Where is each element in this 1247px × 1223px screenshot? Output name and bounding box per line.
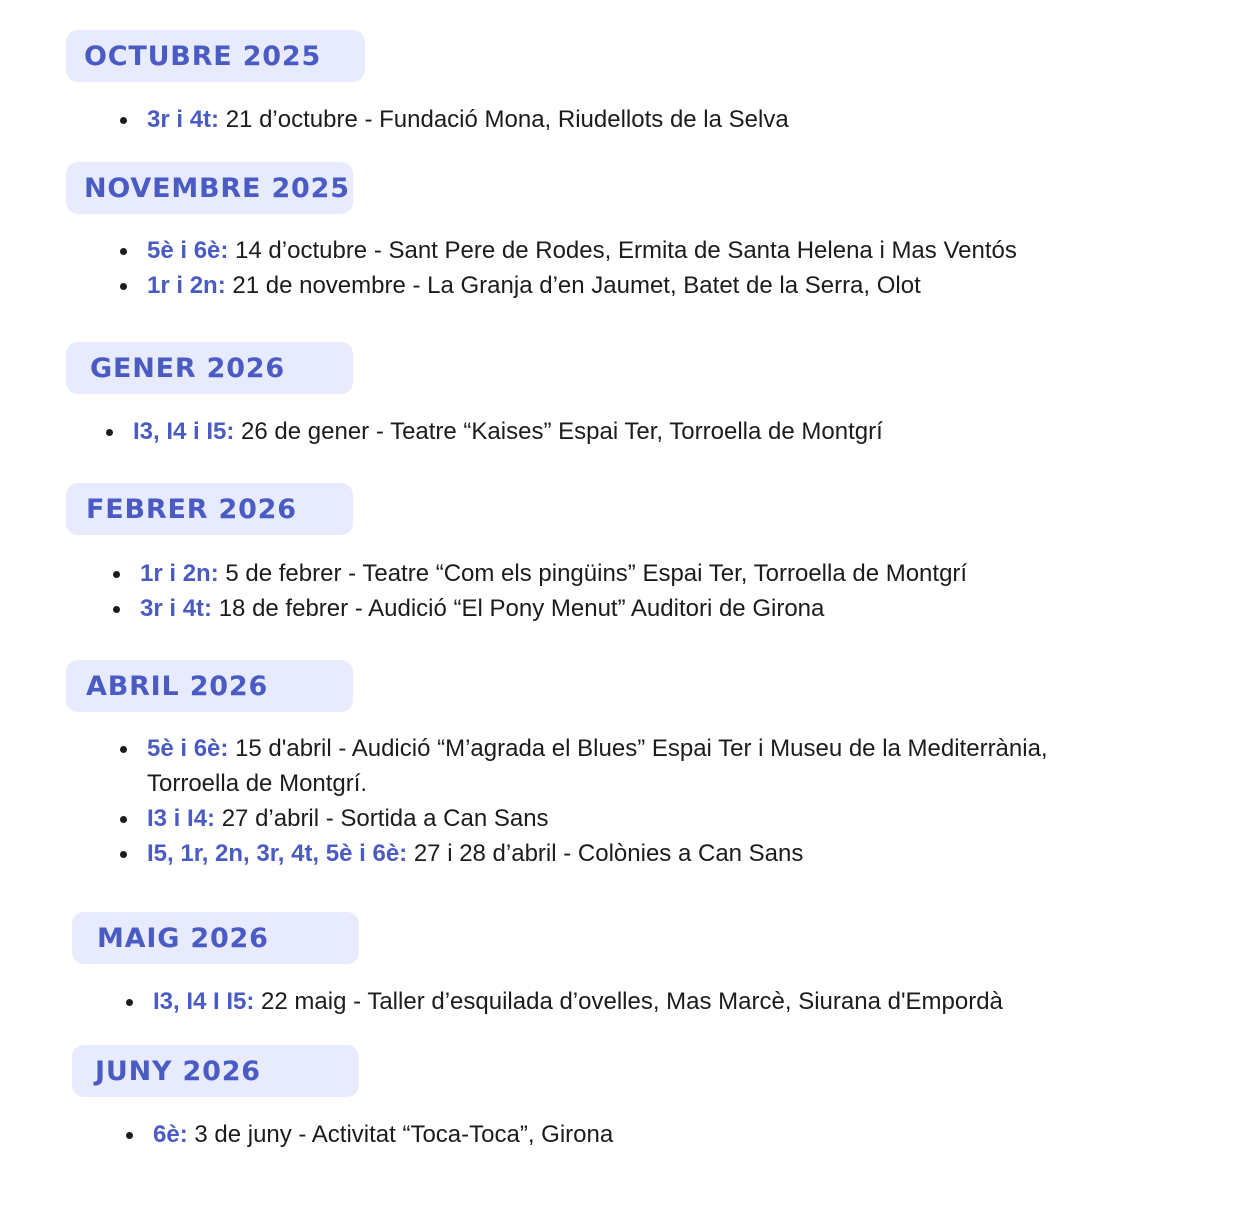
month-header-pill	[66, 30, 365, 82]
list-item	[147, 801, 1127, 836]
event-list	[147, 102, 1147, 137]
event-text: 27 i 28 d’abril - Colònies a Can Sans	[407, 840, 804, 867]
bullet-icon	[113, 606, 120, 613]
event-label: 5è i 6è:	[147, 237, 229, 264]
list-item	[140, 591, 1140, 626]
bullet-icon	[120, 816, 127, 823]
month-title: MAIG 2026	[97, 922, 269, 954]
event-label: I3, I4 I I5:	[153, 988, 255, 1015]
month-title: FEBRER 2026	[86, 493, 297, 525]
event-list	[147, 731, 1127, 871]
month-header-pill	[66, 342, 353, 394]
list-item	[140, 556, 1140, 591]
event-text: 27 d’abril - Sortida a Can Sans	[215, 805, 549, 832]
bullet-icon	[126, 999, 133, 1006]
list-item	[153, 984, 1153, 1019]
bullet-icon	[126, 1132, 133, 1139]
bullet-icon	[120, 117, 127, 124]
list-item	[147, 268, 1147, 303]
month-title: OCTUBRE 2025	[84, 40, 322, 72]
event-label: 1r i 2n:	[147, 272, 226, 299]
month-header-pill	[66, 660, 353, 712]
month-title: ABRIL 2026	[86, 670, 269, 702]
event-list	[153, 984, 1153, 1019]
event-list	[153, 1117, 1153, 1152]
event-list	[133, 414, 1133, 449]
bullet-icon	[120, 283, 127, 290]
list-item	[147, 836, 1127, 871]
event-list	[140, 556, 1140, 626]
bullet-icon	[120, 248, 127, 255]
event-label: 1r i 2n:	[140, 560, 219, 587]
event-text: 26 de gener - Teatre “Kaises” Espai Ter, Torroella de Montgrí	[234, 418, 883, 445]
month-title: NOVEMBRE 2025	[84, 172, 350, 204]
bullet-icon	[113, 571, 120, 578]
list-item	[147, 233, 1147, 268]
event-label: 3r i 4t:	[147, 106, 220, 133]
month-title: JUNY 2026	[95, 1055, 261, 1087]
bullet-icon	[106, 429, 113, 436]
event-label: I3, I4 i I5:	[133, 418, 235, 445]
list-item	[133, 414, 1133, 449]
event-text: 5 de febrer - Teatre “Com els pingüins” Espai Ter, Torroella de Montgrí	[218, 560, 968, 587]
event-label: 3r i 4t:	[140, 595, 213, 622]
event-label: I3 i I4:	[147, 805, 216, 832]
event-text: 18 de febrer - Audició “El Pony Menut” Auditori de Girona	[212, 595, 825, 622]
month-header-pill	[72, 1045, 359, 1097]
list-item	[147, 731, 1127, 801]
event-text: 14 d’octubre - Sant Pere de Rodes, Ermita de Santa Helena i Mas Ventós	[228, 237, 1017, 264]
event-label: 6è:	[153, 1121, 188, 1148]
list-item	[153, 1117, 1153, 1152]
event-text: 3 de juny - Activitat “Toca-Toca”, Girona	[187, 1121, 614, 1148]
month-header-pill	[72, 912, 359, 964]
event-text: 15 d'abril - Audició “M’agrada el Blues” Espai Ter i Museu de la Mediterrània, Torroella de Montgrí.	[147, 735, 1048, 797]
event-text: 21 d’octubre - Fundació Mona, Riudellots de la Selva	[219, 106, 789, 133]
event-text: 22 maig - Taller d’esquilada d’ovelles, Mas Marcè, Siurana d'Empordà	[254, 988, 1003, 1015]
month-header-pill	[66, 483, 353, 535]
month-title: GENER 2026	[90, 352, 285, 384]
event-list	[147, 233, 1147, 303]
event-label: 5è i 6è:	[147, 735, 229, 762]
list-item	[147, 102, 1147, 137]
bullet-icon	[120, 851, 127, 858]
month-header-pill	[66, 162, 353, 214]
bullet-icon	[120, 746, 127, 753]
event-text: 21 de novembre - La Granja d’en Jaumet, Batet de la Serra, Olot	[225, 272, 921, 299]
event-label: I5, 1r, 2n, 3r, 4t, 5è i 6è:	[147, 840, 408, 867]
